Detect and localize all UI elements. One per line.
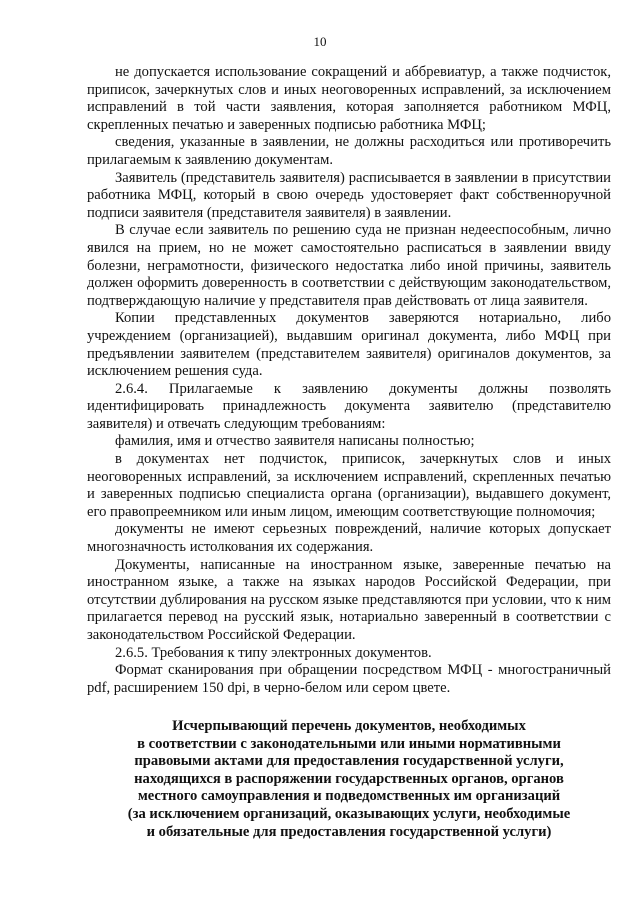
heading-line: (за исключением организаций, оказывающих услуги, необходимые: [127, 805, 571, 822]
paragraph: Заявитель (представитель заявителя) расписывается в заявлении в присутствии работника МФЦ, который в свою очередь удостоверяет факт собственноручной подписи заявителя (представителя заявителя) в заявлении.: [87, 169, 611, 221]
paragraph: 2.6.5. Требования к типу электронных документов.: [115, 644, 432, 661]
paragraph: Документы, написанные на иностранном языке, заверенные печатью на иностранном языке, а также на языках народов Российской Федерации, при отсутствии дублирования на русском языке представляются при условии, что к ним прилагается перевод на русский язык, нотариально заверенный в соответствии с законодательством Российской Федерации.: [87, 556, 611, 643]
section-heading: [87, 718, 611, 841]
paragraph: Формат сканирования при обращении посредством МФЦ - многостраничный pdf, расширением 150 dpi, в черно-белом или сером цвете.: [87, 662, 611, 696]
paragraph: В случае если заявитель по решению суда не признан недееспособным, лично явился на прием, но не может самостоятельно расписаться в заявлении ввиду болезни, неграмотности, физического недостатка либо иной причины, заявитель должен оформить доверенность в соответствии с действующим законодательством, подтверждающую наличие у представителя прав действовать от лица заявителя.: [87, 222, 611, 309]
body-text: [87, 64, 611, 697]
heading-line: и обязательные для предоставления государственной услуги): [146, 823, 552, 840]
heading-line: местного самоуправления и подведомственных им организаций: [137, 788, 561, 805]
paragraph: 2.6.4. Прилагаемые к заявлению документы должны позволять идентифицировать принадлежность документа заявителю (представителю заявителя) и отвечать следующим требованиям:: [87, 380, 611, 432]
paragraph: не допускается использование сокращений и аббревиатур, а также подчисток, приписок, зачеркнутых слов и иных неоговоренных исправлений, за исключением исправлений в той части заявления, которая заполняется работником МФЦ, скрепленных печатью и заверенных подписью работника МФЦ;: [87, 64, 611, 133]
page-number: 10: [313, 34, 327, 49]
paragraph: документы не имеют серьезных повреждений, наличие которых допускает многозначность истолкования их содержания.: [87, 521, 611, 556]
paragraph: фамилия, имя и отчество заявителя написаны полностью;: [115, 433, 475, 450]
paragraph: в документах нет подчисток, приписок, зачеркнутых слов и иных неоговоренных исправлений, за исключением исправлений, скрепленных печатью и заверенных подписью специалиста органа (организации), выдавшего документ, его правопреемником или иным лицом, имеющим соответствующие полномочия;: [87, 451, 611, 520]
heading-line: Исчерпывающий перечень документов, необходимых: [172, 718, 526, 734]
heading-line: находящихся в распоряжении государственных органов, органов: [134, 770, 564, 787]
paragraph: Копии представленных документов заверяются нотариально, либо учреждением (организацией), выдавшим оригинал документа, либо МФЦ при предъявлении заявителем (представителем заявителя) оригиналов документов, за исключением решения суда.: [87, 310, 611, 380]
heading-line: правовыми актами для предоставления государственной услуги,: [134, 753, 564, 770]
heading-line: в соответствии с законодательными или иными нормативными: [137, 735, 561, 752]
paragraph: сведения, указанные в заявлении, не должны расходиться или противоречить прилагаемым к заявлению документам.: [87, 134, 611, 168]
